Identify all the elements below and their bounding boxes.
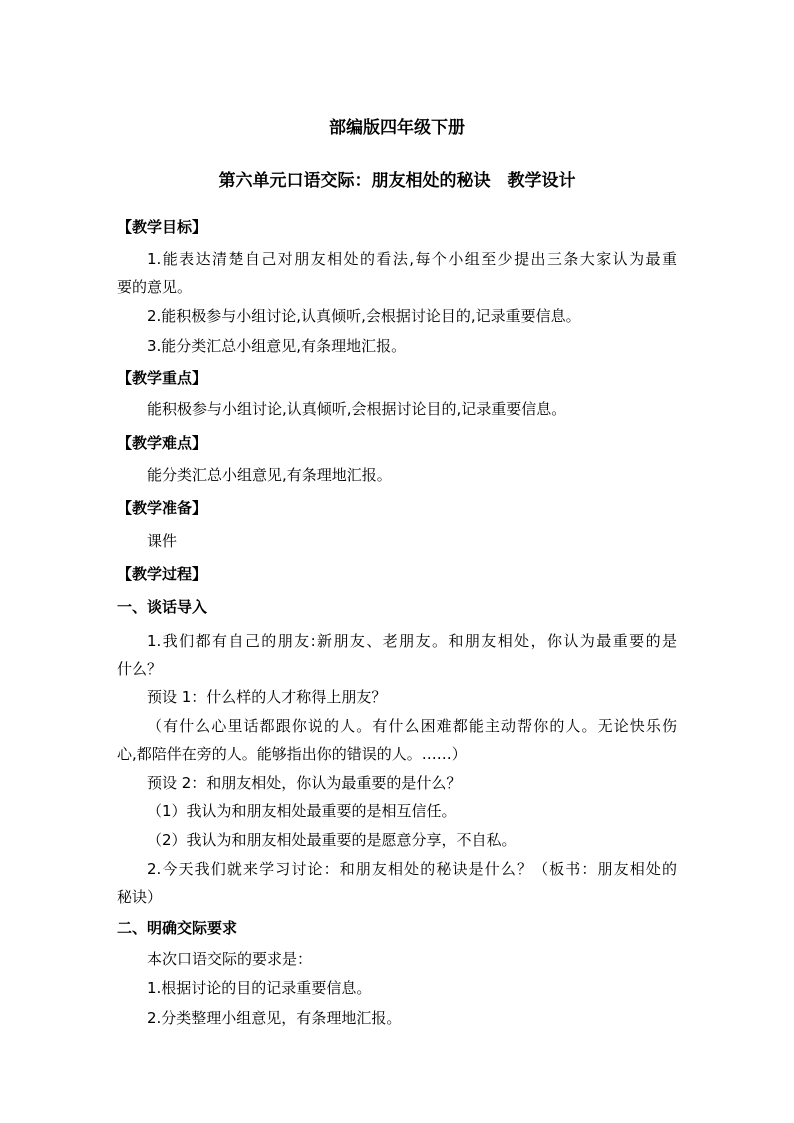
process-part-2-heading: 二、明确交际要求 <box>117 919 238 937</box>
document-subtitle: 第六单元口语交际：朋友相处的秘诀 教学设计 <box>218 171 576 191</box>
preset-1-answer-line-2: 心,都陪伴在旁的人。能够指出你的错误的人。……） <box>117 745 467 763</box>
requirement-1: 1.根据讨论的目的记录重要信息。 <box>147 979 372 997</box>
preset-2: 预设 2：和朋友相处，你认为最重要的是什么？ <box>147 774 462 792</box>
objective-2: 2.能积极参与小组讨论,认真倾听,会根据讨论目的,记录重要信息。 <box>147 307 581 325</box>
section-heading-key-points: 【教学重点】 <box>117 369 208 387</box>
question-2-line-1: 2.今天我们就来学习讨论：和朋友相处的秘诀是什么？（板书：朋友相处的 <box>147 860 677 878</box>
preset-2-answer-1: （1）我认为和朋友相处最重要的是相互信任。 <box>147 802 457 820</box>
preset-2-answer-2: （2）我认为和朋友相处最重要的是愿意分享，不自私。 <box>147 831 517 849</box>
key-point-text: 能积极参与小组讨论,认真倾听,会根据讨论目的,记录重要信息。 <box>147 400 567 418</box>
preset-1: 预设 1：什么样的人才称得上朋友？ <box>147 688 387 706</box>
question-1-line-2: 什么？ <box>117 660 163 678</box>
requirement-2: 2.分类整理小组意见，有条理地汇报。 <box>147 1009 402 1027</box>
requirements-intro: 本次口语交际的要求是： <box>147 950 313 968</box>
objective-1-line-1: 1.能表达清楚自己对朋友相处的看法,每个小组至少提出三条大家认为最重 <box>147 250 677 268</box>
section-heading-difficulties: 【教学难点】 <box>117 434 208 452</box>
question-1-line-1: 1.我们都有自己的朋友:新朋友、老朋友。和朋友相处，你认为最重要的是 <box>147 632 677 650</box>
document-title: 部编版四年级下册 <box>329 118 465 138</box>
objective-3: 3.能分类汇总小组意见,有条理地汇报。 <box>147 337 407 355</box>
section-heading-process: 【教学过程】 <box>117 565 208 583</box>
preset-1-answer-line-1: （有什么心里话都跟你说的人。有什么困难都能主动帮你的人。无论快乐伤 <box>147 717 677 735</box>
section-heading-objectives: 【教学目标】 <box>117 218 208 236</box>
difficulty-text: 能分类汇总小组意见,有条理地汇报。 <box>147 466 392 484</box>
process-part-1-heading: 一、谈话导入 <box>117 598 208 616</box>
section-heading-preparation: 【教学准备】 <box>117 499 208 517</box>
question-2-line-2: 秘诀） <box>117 888 163 906</box>
objective-1-line-2: 要的意见。 <box>117 278 193 296</box>
preparation-text: 课件 <box>147 532 178 550</box>
